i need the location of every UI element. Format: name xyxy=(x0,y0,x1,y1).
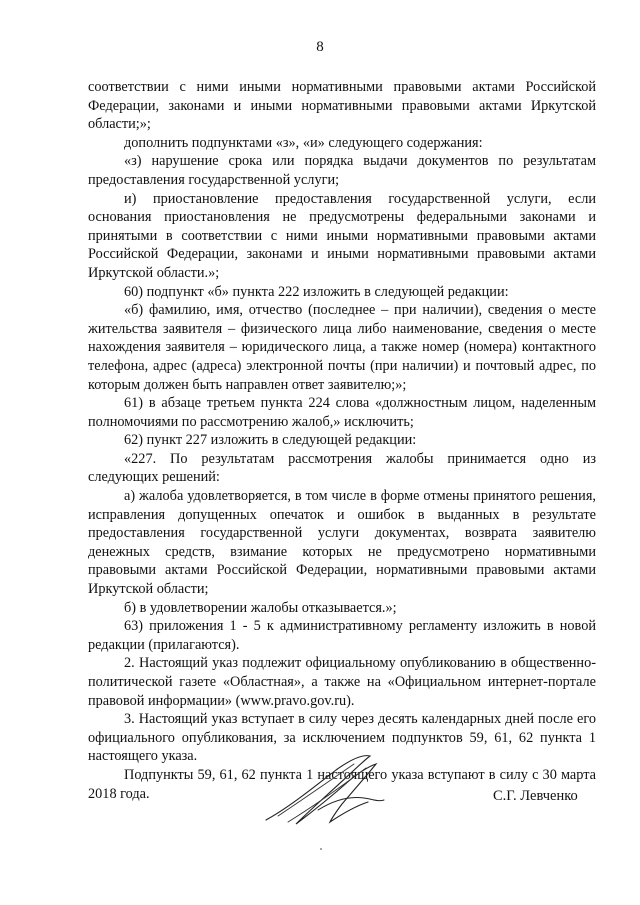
scan-speck xyxy=(320,848,322,850)
paragraph: 3. Настоящий указ вступает в силу через десять календарных дней после его официального опубликования, за исключением подпунктов 59, 61, 62 пункта 1 настоящего указа. xyxy=(88,711,596,765)
paragraph: а) жалоба удовлетворяется, в том числе в форме отмены принятого решения, исправления допущенных опечаток и ошибок в выданных в результате предоставления государственной услуги документах, возврата заявителю денежных средств, взимание которых не предусмотрено нормативными правовыми актами Российской Федерации, нормативными правовыми актами Иркутской области; xyxy=(88,488,596,598)
paragraph: 63) приложения 1 - 5 к административному регламенту изложить в новой редакции (прилагаются). xyxy=(88,618,596,653)
paragraph: 61) в абзаце третьем пункта 224 слова «должностным лицом, наделенным полномочиями по рассмотрению жалоб,» исключить; xyxy=(88,395,596,430)
paragraph: «227. По результатам рассмотрения жалобы принимается одно из следующих решений: xyxy=(88,450,596,486)
paragraph: «з) нарушение срока или порядка выдачи документов по результатам предоставления государственной услуги; xyxy=(88,153,596,188)
page-number: 8 xyxy=(316,39,324,55)
paragraph: 60) подпункт «б» пункта 222 изложить в следующей редакции: xyxy=(124,283,509,300)
signatory-name: С.Г. Левченко xyxy=(493,788,578,804)
paragraph: б) в удовлетворении жалобы отказывается.»; xyxy=(124,599,397,616)
paragraph: и) приостановление предоставления государственной услуги, если основания приостановления не предусмотрены федеральными законами и принятыми в соответствии с ними иными нормативными правовыми актами Российской Федерации, законами и иными нормативными правовыми актами Иркутской области.»; xyxy=(88,190,596,281)
paragraph: 2. Настоящий указ подлежит официальному опубликованию в общественно-политической газете «Областная», а также на «Официальном интернет-портале правовой информации» (www.pravo.gov.ru). xyxy=(88,655,596,709)
document-body xyxy=(88,78,596,803)
paragraph: дополнить подпунктами «з», «и» следующего содержания: xyxy=(124,134,483,151)
paragraph: Подпункты 59, 61, 62 пункта 1 настоящего указа вступают в силу с 30 марта 2018 года. xyxy=(88,766,596,802)
paragraph: «б) фамилию, имя, отчество (последнее – при наличии), сведения о месте жительства заявителя – физического лица либо наименование, сведения о месте нахождения заявителя – юридического лица, а также номер (номера) контактного телефона, адрес (адреса) электронной почты (при наличии) и почтовый адрес, по которым должен быть направлен ответ заявителю;»; xyxy=(88,302,596,393)
paragraph: 62) пункт 227 изложить в следующей редакции: xyxy=(124,432,417,449)
handwritten-signature xyxy=(258,750,393,832)
paragraph: соответствии с ними иными нормативными правовыми актами Российской Федерации, законами и иными нормативными правовыми актами Иркутской области;»; xyxy=(88,79,596,133)
